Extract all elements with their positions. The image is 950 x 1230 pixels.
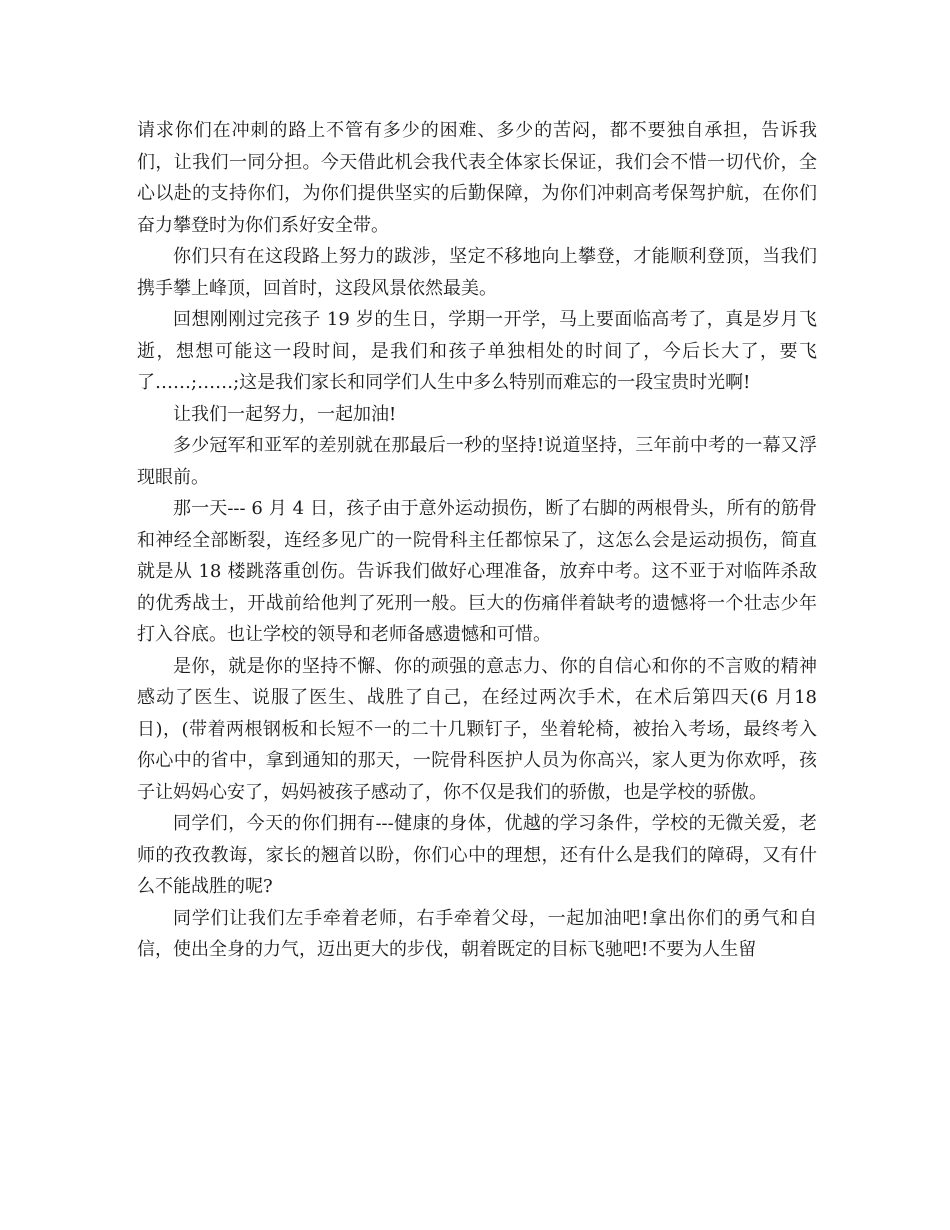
paragraph-5: 多少冠军和亚军的差别就在那最后一秒的坚持!说道坚持，三年前中考的一幕又浮现眼前。 xyxy=(137,435,817,488)
paragraph-6: 那一天--- 6 月 4 日，孩子由于意外运动损伤，断了右脚的两根骨头，所有的筋骨和神经全部断裂，连经多见广的一院骨科主任都惊呆了，这怎么会是运动损伤，简直就是从 18 楼跳落重创伤。告诉我们做好心理准备，放弃中考。这不亚于对临阵杀敌的优秀战士，开战前给他判了死刑一般。巨大的伤痛伴着缺考的遗憾将一个壮志少年打入谷底。也让学校的领导和老师备感遗憾和可惜。 xyxy=(137,498,817,645)
paragraph-3: 回想刚刚过完孩子 19 岁的生日，学期一开学，马上要面临高考了，真是岁月飞逝，想想可能这一段时间，是我们和孩子单独相处的时间了，今后长大了，要飞了……;……;这是我们家长和同学们人生中多么特别而难忘的一段宝贵时光啊! xyxy=(137,309,817,393)
paragraph-1: 请求你们在冲刺的路上不管有多少的困难、多少的苦闷，都不要独自承担，告诉我们，让我们一同分担。今天借此机会我代表全体家长保证，我们会不惜一切代价，全心以赴的支持你们，为你们提供坚实的后勤保障，为你们冲刺高考保驾护航，在你们奋力攀登时为你们系好安全带。 xyxy=(137,120,817,236)
paragraph-7: 是你，就是你的坚持不懈、你的顽强的意志力、你的自信心和你的不言败的精神感动了医生、说服了医生、战胜了自己，在经过两次手术，在术后第四天(6 月18 日)，(带着两根钢板和长短不一的二十几颗钉子，坐着轮椅，被抬入考场，最终考入你心中的省中，拿到通知的那天，一院骨科医护人员为你高兴，家人更为你欢呼，孩子让妈妈心安了，妈妈被孩子感动了，你不仅是我们的骄傲，也是学校的骄傲。 xyxy=(137,655,817,803)
paragraph-8: 同学们，今天的你们拥有---健康的身体，优越的学习条件，学校的无微关爱，老师的孜孜教诲，家长的翘首以盼，你们心中的理想，还有什么是我们的障碍，又有什么不能战胜的呢? xyxy=(137,813,817,897)
paragraph-9: 同学们让我们左手牵着老师，右手牵着父母，一起加油吧!拿出你们的勇气和自信，使出全身的力气，迈出更大的步伐，朝着既定的目标飞驰吧!不要为人生留 xyxy=(137,907,817,960)
paragraph-4: 让我们一起努力，一起加油! xyxy=(173,403,397,425)
document-body xyxy=(137,115,817,966)
paragraph-2: 你们只有在这段路上努力的跋涉，坚定不移地向上攀登，才能顺利登顶，当我们携手攀上峰顶，回首时，这段风景依然最美。 xyxy=(137,246,817,299)
